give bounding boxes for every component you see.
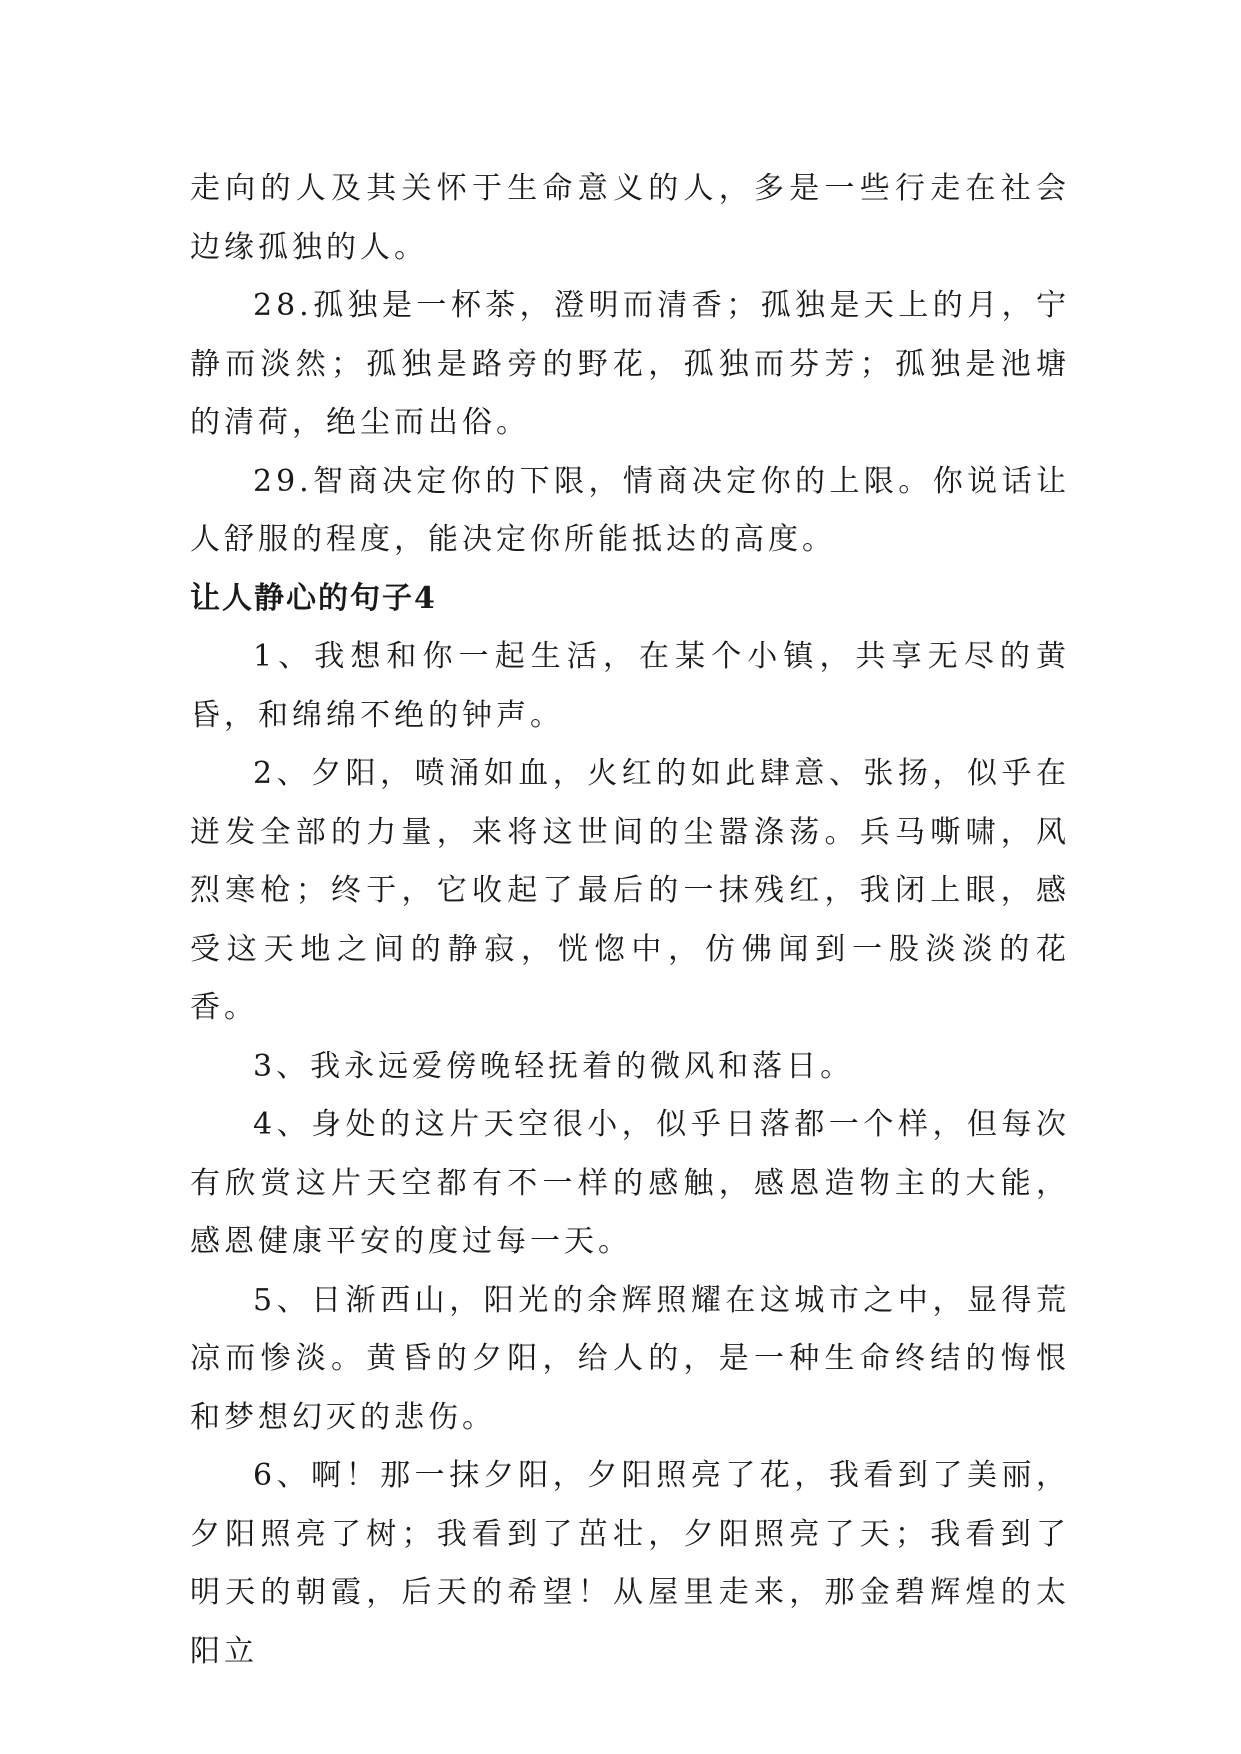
- section-paragraph-6: 6、啊！那一抹夕阳，夕阳照亮了花，我看到了美丽，夕阳照亮了树；我看到了茁壮，夕阳照亮了天；我看到了明天的朝霞，后天的希望！从屋里走来，那金碧辉煌的太阳立: [190, 1458, 1070, 1669]
- section-heading: 让人静心的句子4: [190, 580, 437, 616]
- section-paragraph-3: 3、我永远爱傍晚轻抚着的微风和落日。: [253, 1048, 855, 1084]
- paragraph-continued: 走向的人及其关怀于生命意义的人，多是一些行走在社会边缘孤独的人。: [190, 171, 1070, 265]
- section-paragraph-2: 2、夕阳，喷涌如血，火红的如此肆意、张扬，似乎在迸发全部的力量，来将这世间的尘嚣涤荡。兵马嘶啸，风烈寒枪；终于，它收起了最后的一抹残红，我闭上眼，感受这天地之间的静寂，恍惚中，仿佛闻到一股淡淡的花香。: [190, 756, 1070, 1025]
- paragraph-29: 29.智商决定你的下限，情商决定你的上限。你说话让人舒服的程度，能决定你所能抵达的高度。: [190, 463, 1070, 557]
- section-paragraph-5: 5、日渐西山，阳光的余辉照耀在这城市之中，显得荒凉而惨淡。黄昏的夕阳，给人的，是一种生命终结的悔恨和梦想幻灭的悲伤。: [190, 1282, 1070, 1435]
- section-paragraph-1: 1、我想和你一起生活，在某个小镇，共享无尽的黄昏，和绵绵不绝的钟声。: [190, 639, 1070, 733]
- paragraph-28: 28.孤独是一杯茶，澄明而清香；孤独是天上的月，宁静而淡然；孤独是路旁的野花，孤独而芬芳；孤独是池塘的清荷，绝尘而出俗。: [190, 288, 1070, 440]
- section-paragraph-4: 4、身处的这片天空很小，似乎日落都一个样，但每次有欣赏这片天空都有不一样的感触，感恩造物主的大能，感恩健康平安的度过每一天。: [190, 1107, 1070, 1259]
- document-body: [190, 160, 1070, 1681]
